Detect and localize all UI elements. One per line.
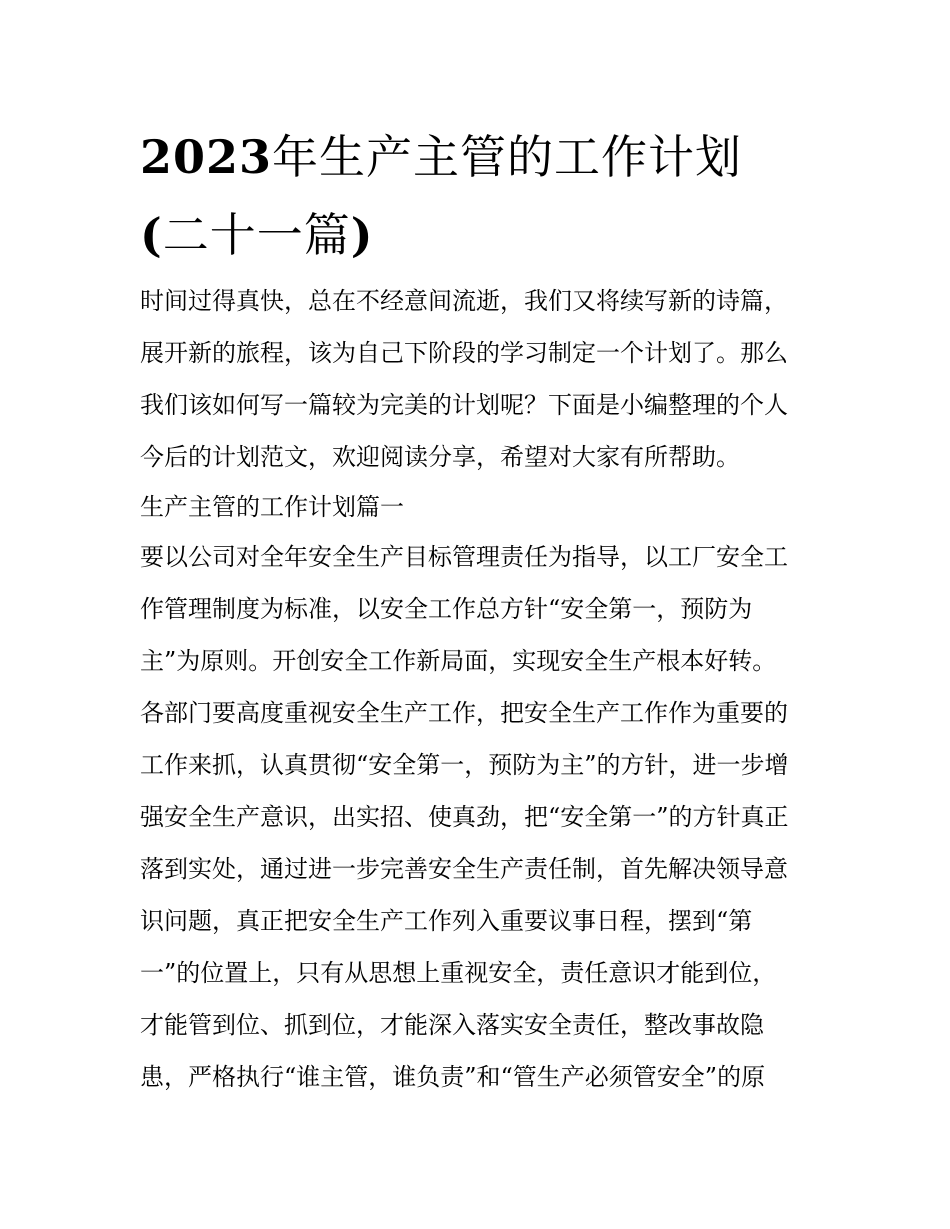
section-heading: 生产主管的工作计划篇一 <box>140 493 404 521</box>
body-line: 工作来抓，认真贯彻“安全第一，预防为主”的方针，进一步增 <box>140 751 789 779</box>
title-close-paren: ) <box>350 208 374 262</box>
body-line: 展开新的旅程，该为自己下阶段的学习制定一个计划了。那么 <box>140 339 788 367</box>
body-line: 一”的位置上，只有从思想上重视安全，责任意识才能到位， <box>140 959 777 987</box>
body-line: 患，严格执行“谁主管，谁负责”和“管生产必须管安全”的原 <box>140 1063 766 1091</box>
title-open-paren: ( <box>140 208 163 262</box>
title-line-1 <box>140 118 840 196</box>
title-line-1-text: 年生产主管的工作计划 <box>272 130 743 184</box>
body-line: 落到实处，通过进一步完善安全生产责任制，首先解决领导意 <box>140 855 788 883</box>
body-line: 才能管到位、抓到位，才能深入落实安全责任，整改事故隐 <box>140 1011 764 1039</box>
title-line-2-text: 二十一篇 <box>162 208 351 262</box>
body-line: 我们该如何写一篇较为完美的计划呢？下面是小编整理的个人 <box>140 391 788 419</box>
body-line: 识问题，真正把安全生产工作列入重要议事日程，摆到“第 <box>140 907 753 935</box>
body-line: 强安全生产意识，出实招、使真劲，把“安全第一”的方针真正 <box>140 803 789 831</box>
title-line-2 <box>140 196 840 274</box>
body-line: 时间过得真快，总在不经意间流逝，我们又将续写新的诗篇， <box>140 287 788 315</box>
document-body <box>140 278 830 1106</box>
body-line: 各部门要高度重视安全生产工作，把安全生产工作作为重要的 <box>140 699 788 727</box>
body-line: 主”为原则。开创安全工作新局面，实现安全生产根本好转。 <box>140 647 777 675</box>
body-line: 要以公司对全年安全生产目标管理责任为指导，以工厂安全工 <box>140 543 788 571</box>
title-year: 2023 <box>140 130 273 184</box>
body-line: 今后的计划范文，欢迎阅读分享，希望对大家有所帮助。 <box>140 443 740 471</box>
body-line: 作管理制度为标准，以安全工作总方针“安全第一，预防为 <box>140 595 753 623</box>
document-title <box>140 118 840 274</box>
